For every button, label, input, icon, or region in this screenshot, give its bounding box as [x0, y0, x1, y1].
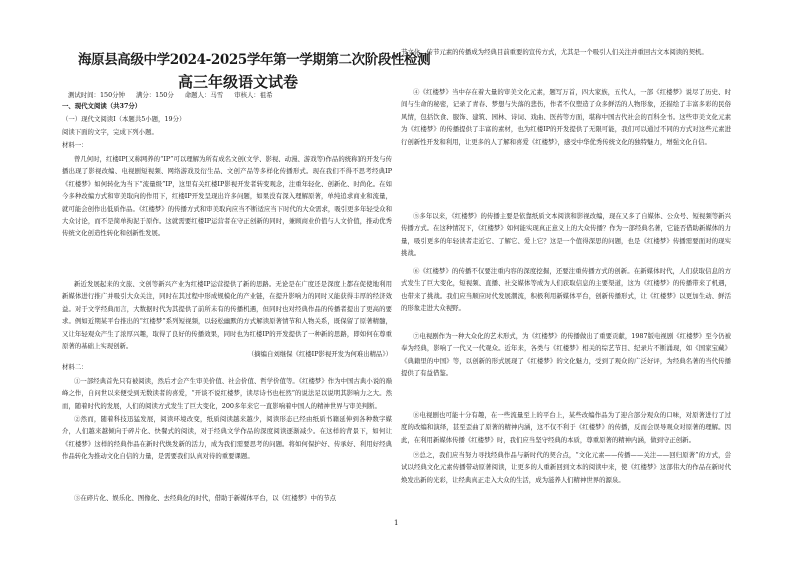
material1-paragraph: 曾几何时，红楼IP[又称网养的“IP”可以理解为所有成名文创(文学、影视、动漫、游戏等)作品的统称]的开发与传播出现了影视改编、电视剧短视频、网络游戏及衍生品、文创产品等多样化传播形式。现在我们不得不思考经典IP《红楼梦》如何转化为当下“流量级”IP，这里有关红楼IP影视开发者转变观念，注重年轻化、创新化、时尚化。在如今多种改编方式和审美取向的作用下，红楼IP开发呈现出许多问题，如果没有深入理解原著，单纯追求商业和流量，就可能会创作出低质作品。《红楼梦》的传播方式和审美取向应当不断适应当下时代的大众需求，吸引更多年轻受众和大众讨论，而不是简单拘泥于原作。这就需要红楼IP运营者在守正创新的同时，兼顾商业价值与人文价值，推动优秀传统文化创造性转化和创新性发展。: [62, 155, 392, 238]
material2-paragraph: ①一部经典首先只有被阅读，然后才会产生审美价值、社会价值、哲学价值等。《红楼梦》作为中国古典小说的巅峰之作，自问世以来便受到无数读者的喜爱，“开谈不说红楼梦，读尽诗书也枉然”的说法足以说明其影响力之大。然而，随着时代的发展，人们的阅读方式发生了巨大变化，200多年来它一直影响着中国人的精神世界与审美判断。: [62, 377, 392, 410]
material2-paragraph: ⑥《红楼梦》的传播不仅要注重内容的深度挖掘，还要注重传播方式的创新。在新媒体时代，人们获取信息的方式发生了巨大变化，短视频、直播、社交媒体等成为人们获取信息的主要渠道，这为《红楼梦》的传播带来了机遇，也带来了挑战。我们应当顺应时代发展潮流，积极利用新媒体平台，创新传播形式，让《红楼梦》以更加生动、鲜活的形象走进大众视野。: [401, 267, 731, 313]
material1-paragraph: 新近发展起来的文旅、文创等新兴产业为红楼IP运营提供了新的思路。无论是在广度还是深度上都在促使地利用新媒体进行推广并吸引大众关注，同时在其过程中形成规模化的产业链，在提升影响力的同时又能获得丰厚的经济效益。对于文学经典而言，大数据时代为其提供了前所未有的传播机遇，但同时也对经典作品的传播者提出了更高的要求。例如近期某平台推出的“红楼梦”系列短视频，以轻松幽默的方式解读原著情节和人物关系，既保留了原著精髓，又让年轻观众产生了浓厚兴趣，取得了良好的传播效果，同时也为红楼IP的开发提供了一种新的思路，即如何在尊重原著的基础上实现创新。: [62, 280, 392, 351]
material1-label: 材料一：: [62, 141, 88, 149]
reviewer: 审核人：祖希: [234, 91, 273, 99]
material2-paragraph: ⑧电视剧也可能十分有趣，在一些流量至上的平台上，某些改编作品为了迎合部分观众的口味，对原著进行了过度的改编和演绎，甚至歪曲了原著的精神内涵，这不仅不利于《红楼梦》的传播，反而会误导观众对原著的理解。因此，在利用新媒体传播《红楼梦》时，我们应当坚守经典的本质，尊重原著的精神内涵，做到守正创新。: [401, 411, 731, 444]
material2-paragraph: ③在碎片化、娱乐化、图像化、去经典化的时代，借助于新媒体平台，以《红楼梦》中的节点: [74, 494, 337, 502]
material2-paragraph: ②然而，随着科技迅猛发展，阅读环境改变，纸质阅读越来越少，阅读形态已经由纸质书籍延伸到各种数字媒介，人们越来越倾向于碎片化、快餐式的阅读，对于经典文学作品的深度阅读逐渐减少。在这样的背景下，如何让《红楼梦》这样的经典作品在新时代焕发新的活力，成为我们需要思考的问题。将如何保护好、传承好、利用好经典作品转化为推动文化自信的力量，是需要我们认真对待的重要课题。: [62, 415, 392, 461]
subsection-title: （一）现代文阅读Ⅰ（本题共5小题，19分）: [62, 115, 186, 123]
exam-title: 海原县高级中学2024-2025学年第一学期第二次阶段性检测: [78, 52, 431, 68]
material2-paragraph: ④《红楼梦》当中存在着大量的审美文化元素，题写万首，四大家族，五代人，一部《红楼梦》说尽了历史、时间与生命的秘密，记录了青春、梦想与失落的悲伤，作者不仅塑造了众多鲜活的人物形象，还描绘了丰富多彩的民俗风情，包括饮食、服饰、建筑、园林、诗词、戏曲、医药等方面，堪称中国古代社会的百科全书。这些审美文化元素为《红楼梦》的传播提供了丰富的素材，也为红楼IP的开发提供了无限可能，我们可以通过不同的方式对这些元素进行创新性开发和利用，让更多的人了解和喜爱《红楼梦》，感受中华优秀传统文化的独特魅力，增强文化自信。: [401, 88, 731, 146]
material2-paragraph: ⑦电视剧作为一种大众化的艺术形式，为《红楼梦》的传播做出了重要贡献，1987版电视剧《红楼梦》至今仍被奉为经典，影响了一代又一代观众。近年来，各类与《红楼梦》相关的综艺节目、纪录片不断涌现，如《国家宝藏》《典籍里的中国》等，以创新的形式展现了《红楼梦》的文化魅力，受到了观众的广泛好评，为经典名著的当代传播提供了有益借鉴。: [401, 332, 731, 378]
material2-paragraph: ⑤多年以来，《红楼梦》的传播主要是依靠纸质文本阅读和影视改编，现在又多了自媒体、公众号、短视频等新兴传播方式。在这种情况下，《红楼梦》如何能实现真正意义上的大众传播？作为一部经典名著，它能否借助新媒体的力量，吸引更多的年轻读者走近它、了解它、爱上它？这是一个值得深思的问题，也是《红楼梦》传播需要面对的现实挑战。: [401, 212, 731, 258]
left-column: [62, 0, 392, 561]
author: 命题人：马雪: [184, 91, 224, 99]
section-title: 一、现代文阅读（共37分）: [62, 102, 142, 110]
right-column: [401, 0, 731, 561]
material2-label: 材料二：: [62, 363, 88, 371]
page-number: 1: [394, 519, 399, 527]
exam-time: 测试时间：150分钟: [68, 91, 125, 99]
exam-subtitle: 高三年级语文试卷: [178, 73, 299, 91]
material2-paragraph: ⑨总之，我们应当努力寻找经典作品与新时代的契合点，“文化元素——传播——关注——回归原著”的方式，尝试以经典文化元素传播带动原著阅读，让更多的人重新回到文本的阅读中来，使《红楼梦》这部伟大的作品在新时代焕发出新的光彩，让经典真正走入大众的生活，成为滋养人们精神世界的源泉。: [401, 451, 731, 484]
full-score: 满分：150分: [135, 91, 174, 99]
instruction: 阅读下面的文字，完成下列小题。: [62, 128, 158, 136]
material2-paragraph: 节文化、传节元素的传播成为经典目前重要的宣传方式，尤其是一个吸引人们关注并重回古文本阅读的契机。: [401, 48, 708, 56]
material1-source: （摘编自刘继保《红楼IP影视开发为何难出精品》）: [247, 350, 392, 358]
